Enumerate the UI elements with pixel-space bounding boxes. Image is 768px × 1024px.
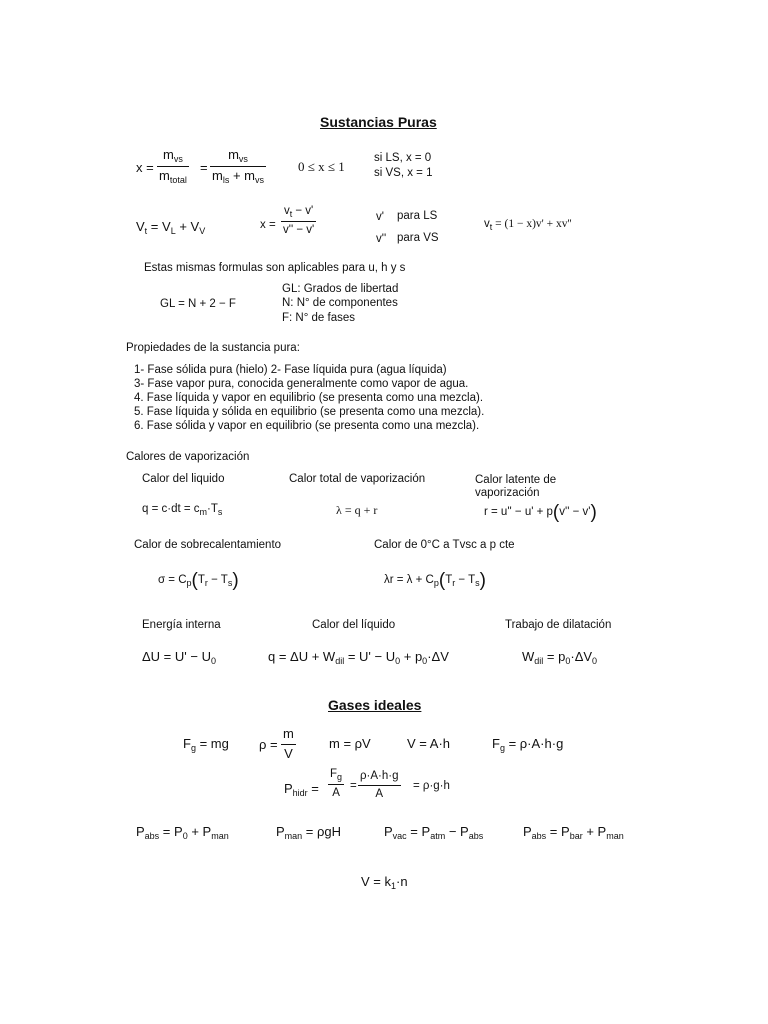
quality-fraction-1: $m_{vs}$ $m_{total}$: [159, 147, 187, 186]
v-k-n-equation: $V = k_1\cdot n$: [361, 874, 408, 891]
p-abs-equation: $P_{abs} = P_0 + P_{man}$: [136, 824, 229, 841]
equals-sign: =: [350, 780, 357, 792]
note-vs: si VS, x = 1: [374, 167, 433, 179]
note-uhs: Estas mismas formulas son aplicables para u, h y s: [144, 262, 406, 274]
v-prime-label: para LS: [397, 210, 438, 222]
p-abs-bar-equation: $P_{abs} = P_{bar} + P_{man}$: [523, 824, 624, 841]
p-vac-equation: $P_{vac} = P_{atm} - P_{abs}$: [384, 824, 484, 841]
v-double-prime-symbol: v'': [376, 233, 387, 245]
lambda-r-equation: $\lambda r = \lambda + C_p(T_r - T_s)$: [384, 570, 486, 591]
calor-latente-label: Calor latente de vaporización: [475, 474, 557, 499]
properties-list: [134, 363, 484, 433]
properties-title: Propiedades de la sustancia pura:: [126, 342, 300, 354]
gl-definition: GL: Grados de libertad: [282, 283, 399, 295]
v-double-prime-label: para VS: [397, 232, 439, 244]
p-man-equation: $P_{man} = \rho gH$: [276, 824, 342, 841]
list-item: 6. Fase sólida y vapor en equilibrio (se presenta como una mezcla).: [134, 420, 480, 432]
sigma-equation: $\sigma = C_p(T_r - T_s)$: [158, 570, 239, 591]
quality-fraction-2: $m_{vs}$ $m_{ls} + m_{vs}$: [212, 147, 264, 186]
weight-density-equation: $F_g = \rho\cdot A\cdot h\cdot g$: [492, 736, 564, 753]
equals-sign: =: [200, 160, 208, 175]
work-equation: $W_{dil} = p_0\cdot\Delta V_0$: [522, 649, 598, 666]
hydrostatic-fraction-1: $F_g$ A: [330, 768, 343, 800]
calor-liquido-label: Calor del liquido: [142, 473, 225, 485]
calor-cero-label: Calor de 0°C a Tvsc a p cte: [374, 539, 515, 551]
list-item: 1- Fase sólida pura (hielo) 2- Fase líquida pura (agua líquida): [134, 364, 447, 376]
f-definition: F: N° de fases: [282, 312, 355, 324]
list-item: 4. Fase líquida y vapor en equilibrio (se presenta como una mezcla).: [134, 392, 484, 404]
gibbs-phase-rule: GL = N + 2 − F: [160, 298, 236, 310]
calor-total-label: Calor total de vaporización: [289, 473, 426, 485]
vt-equation: $V_t = V_L + V_V$: [136, 219, 206, 236]
list-item: 3- Fase vapor pura, conocida generalmente como vapor de agua.: [134, 378, 469, 390]
density-label: ρ =: [259, 737, 278, 752]
quality-range: 0 ≤ x ≤ 1: [298, 159, 345, 174]
calor-del-liquido-label: Calor del líquido: [312, 619, 396, 631]
energia-interna-label: Energía interna: [142, 619, 221, 631]
vt-quality-equation: $v_t = (1 - x)v' + xv''$: [484, 218, 572, 232]
r-equation: r = u'' − u' + p(v'' − v'): [484, 502, 597, 523]
trabajo-dilatacion-label: Trabajo de dilatación: [505, 619, 612, 631]
quality-x-label: x =: [136, 160, 154, 175]
mass-equation: m = ρV: [329, 736, 371, 751]
q-first-law-equation: $q = \Delta U + W_{dil} = U' - U_0 + p_0\cdot\Delta V$: [268, 649, 449, 666]
section-title-sustancias-puras: Sustancias Puras: [320, 114, 437, 130]
n-definition: N: N° de componentes: [282, 297, 398, 309]
q-equation: $q = c\cdot dt = c_m\cdot T_s$: [142, 503, 223, 517]
x-equation-label: x =: [260, 219, 276, 231]
sobrecalentamiento-label: Calor de sobrecalentamiento: [134, 539, 282, 551]
delta-u-equation: $\Delta U = U' - U_0$: [142, 649, 216, 666]
p-hidr-label: $P_{hidr}$ =: [284, 781, 319, 798]
density-fraction: m V: [283, 726, 294, 761]
note-ls: si LS, x = 0: [374, 152, 432, 164]
lambda-equation: λ = q + r: [336, 503, 378, 517]
hydrostatic-result: = ρ·g·h: [413, 780, 450, 792]
section-title-gases-ideales: Gases ideales: [328, 697, 422, 713]
volume-equation: V = A·h: [407, 736, 450, 751]
list-item: 5. Fase líquida y sólida en equilibrio (se presenta como una mezcla).: [134, 406, 485, 418]
v-prime-symbol: v': [376, 211, 384, 223]
weight-equation: $F_g$ = mg: [183, 736, 229, 753]
x-volume-fraction: $v_t - v'$ v'' − v': [283, 205, 315, 237]
hydrostatic-fraction-2: ρ·A·h·g A: [360, 770, 399, 801]
calores-title: Calores de vaporización: [126, 451, 250, 463]
